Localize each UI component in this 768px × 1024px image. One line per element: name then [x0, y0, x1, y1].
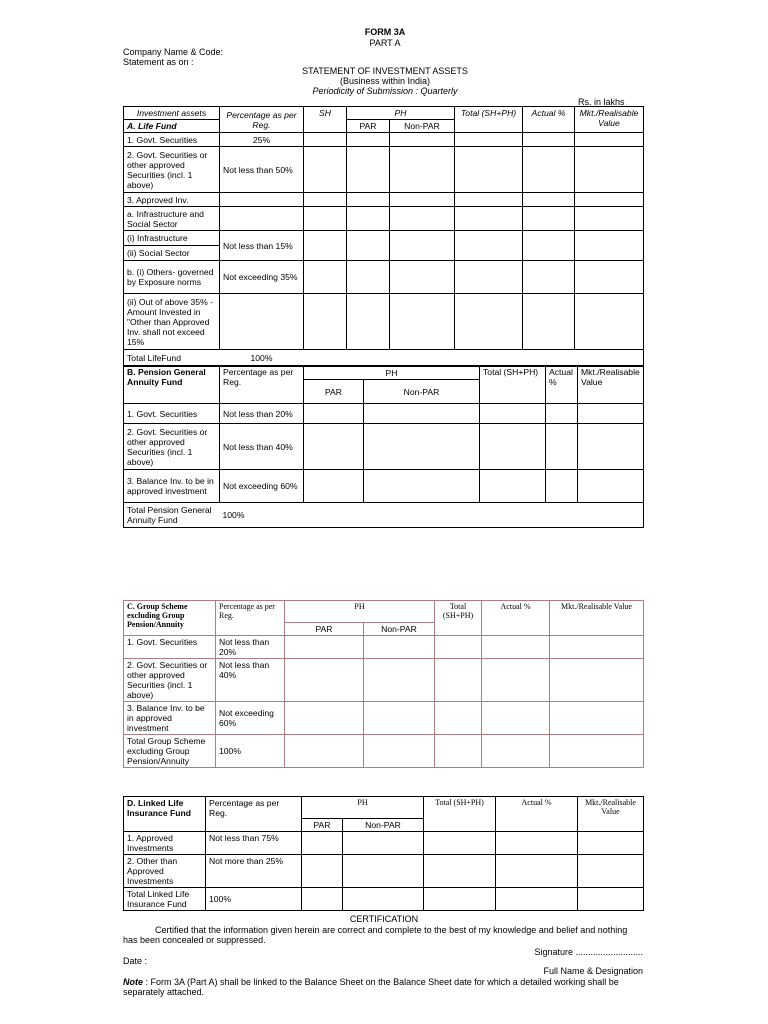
total-group-label: Total Group Scheme excluding Group Pension/Annuity	[124, 735, 216, 768]
row-label: 2. Govt. Securities or other approved Securities (incl. 1 above)	[124, 659, 216, 702]
units-label: Rs. in lakhs	[578, 97, 625, 107]
certification-title: CERTIFICATION	[349, 914, 419, 924]
row-label: a. Infrastructure and Social Sector	[124, 207, 220, 231]
row-pct: Not less than 20%	[216, 636, 285, 659]
col-total: Total (SH+PH)	[480, 366, 546, 404]
col-actual: Actual %	[482, 601, 550, 636]
col-par: PAR	[285, 623, 364, 636]
total-linked-label: Total Linked Life Insurance Fund	[124, 888, 206, 911]
row-label: (ii) Out of above 35% - Amount Invested in "Other than Approved Inv. shall not exceed 15%	[124, 294, 220, 350]
col-nonpar: Non-PAR	[390, 120, 455, 133]
row-pct: Not less than 50%	[220, 147, 304, 193]
periodicity: Periodicity of Submission : Quarterly	[312, 86, 458, 96]
row-pct: 25%	[220, 133, 304, 147]
main-title: STATEMENT OF INVESTMENT ASSETS	[302, 66, 468, 76]
date-line: Date :	[123, 956, 148, 966]
row-label: (ii) Social Sector	[124, 246, 220, 261]
statement-line: Statement as on :	[123, 57, 194, 67]
row-label: 3. Balance Inv. to be in approved investment	[124, 702, 216, 735]
total-life-fund-pct: 100%	[220, 350, 304, 367]
full-name-line: Full Name & Designation	[543, 966, 643, 976]
col-total: Total (SH+PH)	[424, 797, 496, 832]
col-ph: PH	[347, 107, 455, 120]
row-pct: Not less than 40%	[216, 659, 285, 702]
col-par: PAR	[347, 120, 390, 133]
row-pct: Not less than 15%	[220, 231, 304, 261]
col-nonpar: Non-PAR	[343, 819, 424, 832]
form-part: PART A	[369, 38, 401, 48]
col-mkt-value: Mkt./Realisable Value	[575, 107, 644, 133]
col-ph: PH	[304, 366, 480, 380]
signature-line: Signature ...........................	[534, 947, 643, 957]
col-sh: SH	[304, 107, 347, 133]
row-label: 3. Balance Inv. to be in approved investment	[124, 470, 220, 503]
total-group-pct: 100%	[216, 735, 285, 768]
col-total: Total (SH+PH)	[435, 601, 482, 636]
col-par: PAR	[304, 380, 364, 404]
company-line: Company Name & Code:	[123, 47, 224, 57]
col-investment-assets: Investment assets	[124, 107, 220, 120]
col-nonpar: Non-PAR	[364, 380, 480, 404]
row-pct: Not exceeding 35%	[220, 261, 304, 294]
total-linked-pct: 100%	[206, 888, 302, 911]
certification-text: Certified that the information given herein are correct and complete to the best of my knowledge and belief and nothing has been concealed or suppressed.	[123, 925, 628, 945]
table-d-linked-life	[123, 796, 644, 911]
row-pct: Not less than 20%	[220, 404, 304, 424]
row-label: 1. Govt. Securities	[124, 404, 220, 424]
col-par: PAR	[302, 819, 343, 832]
table-c-group-scheme	[123, 600, 644, 768]
col-actual: Actual %	[523, 107, 575, 133]
row-label: 1. Approved Investments	[124, 832, 206, 855]
row-label: 1. Govt. Securities	[124, 636, 216, 659]
col-percentage: Percentage as per Reg.	[220, 107, 304, 133]
col-percentage: Percentage as per Reg.	[220, 366, 304, 404]
row-label: 2. Other than Approved Investments	[124, 855, 206, 888]
col-mkt-value: Mkt./Realisable Value	[578, 797, 644, 832]
note-label: Note	[123, 977, 143, 987]
row-label: 1. Govt. Securities	[124, 133, 220, 147]
col-nonpar: Non-PAR	[364, 623, 435, 636]
col-mkt-value: Mkt./Realisable Value	[550, 601, 644, 636]
section-c-label: C. Group Scheme excluding Group Pension/Annuity	[124, 601, 216, 636]
form-title: FORM 3A	[364, 27, 406, 37]
col-mkt-value: Mkt./Realisable Value	[578, 366, 644, 404]
col-percentage: Percentage as per Reg.	[206, 797, 302, 832]
row-pct: Not exceeding 60%	[216, 702, 285, 735]
row-label: b. (i) Others- governed by Exposure norms	[124, 261, 220, 294]
col-total: Total (SH+PH)	[455, 107, 523, 133]
total-pension-pct: 100%	[220, 503, 304, 528]
table-b-pension-fund	[123, 365, 644, 528]
subtitle: (Business within India)	[339, 76, 431, 86]
row-label: (i) Infrastructure	[124, 231, 220, 246]
row-label: 2. Govt. Securities or other approved Securities (incl. 1 above)	[124, 424, 220, 470]
section-d-label: D. Linked Life Insurance Fund	[124, 797, 206, 832]
row-label: 3. Approved Inv.	[124, 193, 220, 207]
note-text: : Form 3A (Part A) shall be linked to the Balance Sheet on the Balance Sheet date for which a detailed working shall be separately attached.	[123, 977, 619, 997]
col-ph: PH	[285, 601, 435, 623]
row-label: 2. Govt. Securities or other approved Securities (incl. 1 above)	[124, 147, 220, 193]
row-pct: Not less than 40%	[220, 424, 304, 470]
total-pension-label: Total Pension General Annuity Fund	[124, 503, 220, 528]
col-ph: PH	[302, 797, 424, 819]
total-life-fund-label: Total LifeFund	[124, 350, 220, 367]
section-a-label: A. Life Fund	[124, 120, 220, 133]
row-pct: Not exceeding 60%	[220, 470, 304, 503]
col-actual: Actual %	[496, 797, 578, 832]
row-pct: Not more than 25%	[206, 855, 302, 888]
section-b-label: B. Pension General Annuity Fund	[124, 366, 220, 404]
table-a-life-fund	[123, 106, 644, 367]
note-paragraph	[123, 977, 643, 997]
row-pct: Not less than 75%	[206, 832, 302, 855]
col-percentage: Percentage as per Reg.	[216, 601, 285, 636]
col-actual: Actual %	[546, 366, 578, 404]
